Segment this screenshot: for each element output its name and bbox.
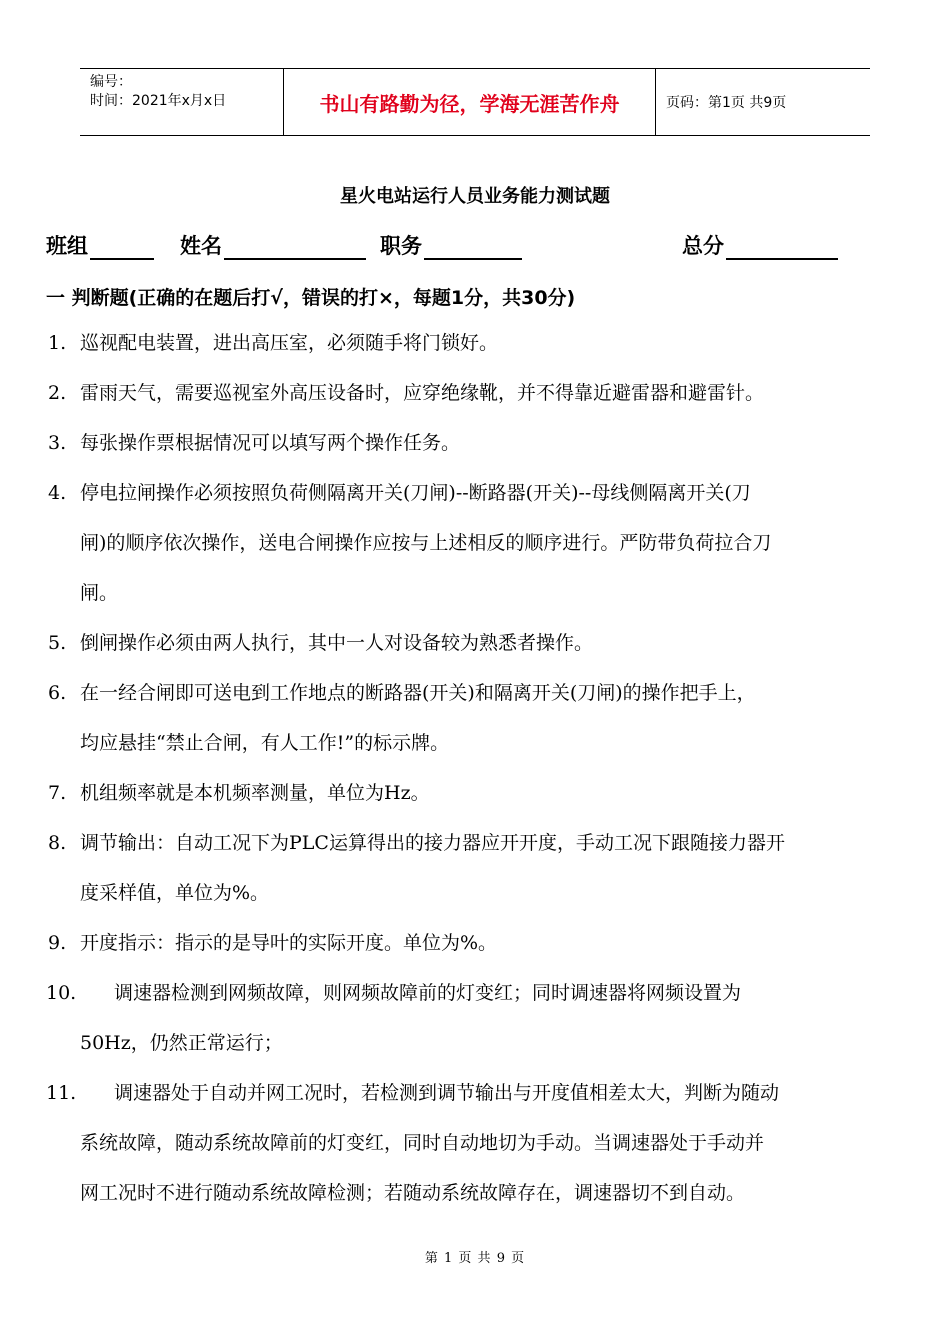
question-number: 9.: [48, 932, 67, 954]
question-text-line: 调节输出：自动工况下为PLC运算得出的接力器应开开度，手动工况下跟随接力器开: [80, 832, 785, 854]
total-field: [682, 230, 838, 260]
team-blank: [90, 236, 154, 260]
question-text-line: 闸。: [80, 582, 119, 604]
position-blank: [424, 236, 522, 260]
question-number: 1.: [48, 332, 67, 354]
question-number: 10.: [46, 982, 77, 1004]
position-label: 职务: [380, 234, 422, 258]
question-text-line: 开度指示：指示的是导叶的实际开度。单位为%。: [80, 932, 498, 954]
question-number: 5.: [48, 632, 67, 654]
page-header: [80, 68, 870, 136]
question-text-line: 系统故障，随动系统故障前的灯变红，同时自动地切为手动。当调速器处于手动并: [80, 1132, 765, 1154]
position-field: [380, 230, 522, 260]
name-label: 姓名: [180, 234, 222, 258]
name-field: [180, 230, 366, 260]
question-text-line: 巡视配电装置，进出高压室，必须随手将门锁好。: [80, 332, 499, 354]
question-text-line: 均应悬挂“禁止合闸，有人工作!”的标示牌。: [80, 732, 450, 754]
document-title: 星火电站运行人员业务能力测试题: [340, 186, 610, 207]
question-number: 6.: [48, 682, 67, 704]
question-text-line: 50Hz，仍然正常运行；: [80, 1032, 283, 1054]
header-motto: 书山有路勤为径，学海无涯苦作舟: [283, 69, 656, 135]
header-left-cell: [80, 69, 283, 135]
info-line: [46, 230, 906, 260]
time-label: 时间：2021年x月x日: [90, 93, 227, 109]
question-text-line: 倒闸操作必须由两人执行，其中一人对设备较为熟悉者操作。: [80, 632, 594, 654]
question-text-line: 调速器检测到网频故障，则网频故障前的灯变红；同时调速器将网频设置为: [114, 982, 742, 1004]
total-label: 总分: [682, 234, 724, 258]
question-text-line: 调速器处于自动并网工况时，若检测到调节输出与开度值相差太大，判断为随动: [114, 1082, 780, 1104]
question-text-line: 每张操作票根据情况可以填写两个操作任务。: [80, 432, 461, 454]
question-number: 3.: [48, 432, 67, 454]
question-number: 4.: [48, 482, 67, 504]
number-label: 编号：: [90, 74, 132, 90]
total-blank: [726, 236, 838, 260]
header-page-code: 页码：第1页 共9页: [666, 95, 787, 111]
question-text-line: 在一经合闸即可送电到工作地点的断路器(开关)和隔离开关(刀闸)的操作把手上，: [80, 682, 756, 704]
team-label: 班组: [46, 234, 88, 258]
question-text-line: 网工况时不进行随动系统故障检测；若随动系统故障存在，调速器切不到自动。: [80, 1182, 746, 1204]
question-number: 2.: [48, 382, 67, 404]
page-footer: 第 1 页 共 9 页: [424, 1251, 526, 1266]
question-text-line: 雷雨天气，需要巡视室外高压设备时，应穿绝缘靴，并不得靠近避雷器和避雷针。: [80, 382, 765, 404]
question-number: 8.: [48, 832, 67, 854]
question-text-line: 度采样值，单位为%。: [80, 882, 270, 904]
name-blank: [224, 236, 366, 260]
question-text-line: 闸)的顺序依次操作，送电合闸操作应按与上述相反的顺序进行。严防带负荷拉合刀: [80, 532, 772, 554]
section-heading: 一 判断题(正确的在题后打√，错误的打×，每题1分，共30分): [46, 287, 576, 309]
question-number: 7.: [48, 782, 67, 804]
question-number: 11.: [46, 1082, 77, 1104]
question-text-line: 机组频率就是本机频率测量，单位为Hz。: [80, 782, 430, 804]
question-text-line: 停电拉闸操作必须按照负荷侧隔离开关(刀闸)--断路器(开关)--母线侧隔离开关(刀: [80, 482, 751, 504]
team-field: [46, 230, 154, 260]
